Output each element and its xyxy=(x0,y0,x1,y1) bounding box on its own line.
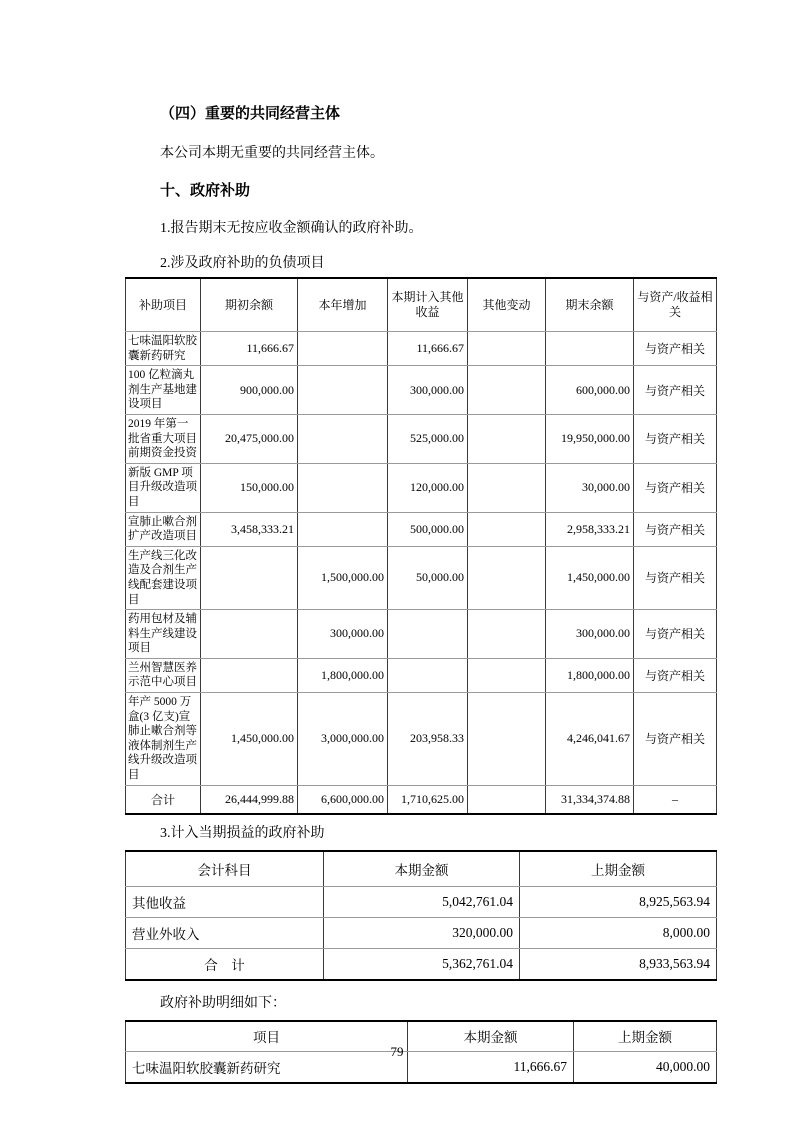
table-cell: 与资产相关 xyxy=(634,658,717,692)
table-total-row xyxy=(126,785,717,814)
table-row xyxy=(126,463,717,512)
table-row xyxy=(126,886,717,917)
table-cell: 1,800,000.00 xyxy=(546,658,634,692)
table-cell: 100 亿粒滴丸剂生产基地建设项目 xyxy=(126,366,201,415)
table-total-row xyxy=(126,948,717,980)
table-cell: 宣肺止嗽合剂扩产改造项目 xyxy=(126,512,201,546)
table-cell: 1,710,625.00 xyxy=(388,785,468,814)
table-cell: 1,800,000.00 xyxy=(298,658,388,692)
table-cell: 1,450,000.00 xyxy=(201,693,298,786)
table-row xyxy=(126,512,717,546)
pnl-subsidy-table xyxy=(125,850,717,981)
total-label-cell: 合计 xyxy=(126,785,201,814)
table-cell: 5,042,761.04 xyxy=(324,886,520,917)
table-cell: 300,000.00 xyxy=(546,610,634,659)
table-cell: 七味温阳软胶囊新药研究 xyxy=(126,1051,408,1083)
table-header-row xyxy=(126,278,717,332)
table-cell: 1,450,000.00 xyxy=(546,546,634,609)
column-header: 期末余额 xyxy=(546,278,634,332)
table-cell: 3,000,000.00 xyxy=(298,693,388,786)
table-cell xyxy=(468,332,546,366)
table-cell: 药用包材及辅料生产线建设项目 xyxy=(126,610,201,659)
table-cell: 11,666.67 xyxy=(388,332,468,366)
table-row xyxy=(126,693,717,786)
liability-items-table xyxy=(125,277,717,815)
table-cell: 3,458,333.21 xyxy=(201,512,298,546)
table-cell: 新版 GMP 项目升级改造项目 xyxy=(126,463,201,512)
table-cell xyxy=(388,658,468,692)
table-row xyxy=(126,917,717,948)
table-cell: 5,362,761.04 xyxy=(324,948,520,980)
table-cell xyxy=(468,693,546,786)
column-header: 项目 xyxy=(126,1021,408,1052)
table-cell: 900,000.00 xyxy=(201,366,298,415)
column-header: 本年增加 xyxy=(298,278,388,332)
table-row xyxy=(126,610,717,659)
table-cell xyxy=(298,332,388,366)
table-cell: 与资产相关 xyxy=(634,610,717,659)
table-cell: 320,000.00 xyxy=(324,917,520,948)
column-header: 上期金额 xyxy=(520,851,717,887)
column-header: 本期计入其他收益 xyxy=(388,278,468,332)
table-cell: 525,000.00 xyxy=(388,414,468,463)
table-cell xyxy=(468,658,546,692)
column-header: 补助项目 xyxy=(126,278,201,332)
table-cell xyxy=(468,366,546,415)
table-cell: 600,000.00 xyxy=(546,366,634,415)
table-cell: – xyxy=(634,785,717,814)
page-number: 79 xyxy=(390,1044,404,1059)
column-header: 其他变动 xyxy=(468,278,546,332)
column-header: 本期金额 xyxy=(408,1021,574,1052)
table-row xyxy=(126,366,717,415)
table-cell: 8,000.00 xyxy=(520,917,717,948)
table-cell: 年产 5000 万盒(3 亿支)宣肺止嗽合剂等液体制剂生产线升级改造项目 xyxy=(126,693,201,786)
total-label-cell: 合 计 xyxy=(126,948,324,980)
table-cell xyxy=(546,332,634,366)
table-cell: 11,666.67 xyxy=(408,1051,574,1083)
table-cell xyxy=(468,785,546,814)
table-cell xyxy=(298,463,388,512)
table-cell: 300,000.00 xyxy=(298,610,388,659)
table-cell: 8,925,563.94 xyxy=(520,886,717,917)
table-cell: 与资产相关 xyxy=(634,512,717,546)
table-cell: 其他收益 xyxy=(126,886,324,917)
table-cell: 50,000.00 xyxy=(388,546,468,609)
table-cell: 120,000.00 xyxy=(388,463,468,512)
section-heading-joint-venture: （四）重要的共同经营主体 xyxy=(160,106,341,122)
page-content xyxy=(125,0,716,1084)
table-cell: 与资产相关 xyxy=(634,693,717,786)
column-header: 会计科目 xyxy=(126,851,324,887)
table-header-row xyxy=(126,851,717,887)
table-cell xyxy=(468,463,546,512)
table-cell xyxy=(201,546,298,609)
table-cell: 与资产相关 xyxy=(634,332,717,366)
table-cell: 与资产相关 xyxy=(634,463,717,512)
table-cell: 31,334,374.88 xyxy=(546,785,634,814)
table-cell xyxy=(468,414,546,463)
column-header: 本期金额 xyxy=(324,851,520,887)
table-cell: 30,000.00 xyxy=(546,463,634,512)
table-cell: 1,500,000.00 xyxy=(298,546,388,609)
table-cell: 与资产相关 xyxy=(634,414,717,463)
paragraph-item3: 3.计入当期损益的政府补助 xyxy=(160,825,325,841)
paragraph-detail-intro: 政府补助明细如下： xyxy=(160,995,286,1011)
table-cell: 26,444,999.88 xyxy=(201,785,298,814)
table-cell: 与资产相关 xyxy=(634,546,717,609)
table-cell: 20,475,000.00 xyxy=(201,414,298,463)
table-cell: 2019 年第一批省重大项目前期资金投资 xyxy=(126,414,201,463)
column-header: 期初余额 xyxy=(201,278,298,332)
table-cell: 300,000.00 xyxy=(388,366,468,415)
table-cell: 营业外收入 xyxy=(126,917,324,948)
table-cell: 8,933,563.94 xyxy=(520,948,717,980)
table-cell: 兰州智慧医养示范中心项目 xyxy=(126,658,201,692)
table-cell: 与资产相关 xyxy=(634,366,717,415)
table-cell xyxy=(298,366,388,415)
table-row xyxy=(126,658,717,692)
column-header: 与资产/收益相关 xyxy=(634,278,717,332)
table-cell: 2,958,333.21 xyxy=(546,512,634,546)
paragraph-item2: 2.涉及政府补助的负债项目 xyxy=(160,256,325,271)
table-row xyxy=(126,414,717,463)
table-cell: 500,000.00 xyxy=(388,512,468,546)
table-cell: 生产线三化改造及合剂生产线配套建设项目 xyxy=(126,546,201,609)
table-cell xyxy=(468,546,546,609)
table-cell xyxy=(388,610,468,659)
table-cell xyxy=(298,414,388,463)
table-cell: 七味温阳软胶囊新药研究 xyxy=(126,332,201,366)
table-cell xyxy=(468,512,546,546)
table-cell xyxy=(468,610,546,659)
table-cell: 4,246,041.67 xyxy=(546,693,634,786)
table-cell: 6,600,000.00 xyxy=(298,785,388,814)
column-header: 上期金额 xyxy=(574,1021,717,1052)
table-cell xyxy=(201,658,298,692)
table-cell xyxy=(201,610,298,659)
table-cell: 203,958.33 xyxy=(388,693,468,786)
table-cell xyxy=(298,512,388,546)
table-row xyxy=(126,332,717,366)
paragraph-item1: 1.报告期末无按应收金额确认的政府补助。 xyxy=(160,221,423,236)
table-cell: 150,000.00 xyxy=(201,463,298,512)
paragraph-joint-venture: 本公司本期无重要的共同经营主体。 xyxy=(160,146,384,161)
table-cell: 11,666.67 xyxy=(201,332,298,366)
section-heading-gov-subsidy: 十、政府补助 xyxy=(160,183,251,199)
table-cell: 40,000.00 xyxy=(574,1051,717,1083)
table-row xyxy=(126,546,717,609)
table-cell: 19,950,000.00 xyxy=(546,414,634,463)
